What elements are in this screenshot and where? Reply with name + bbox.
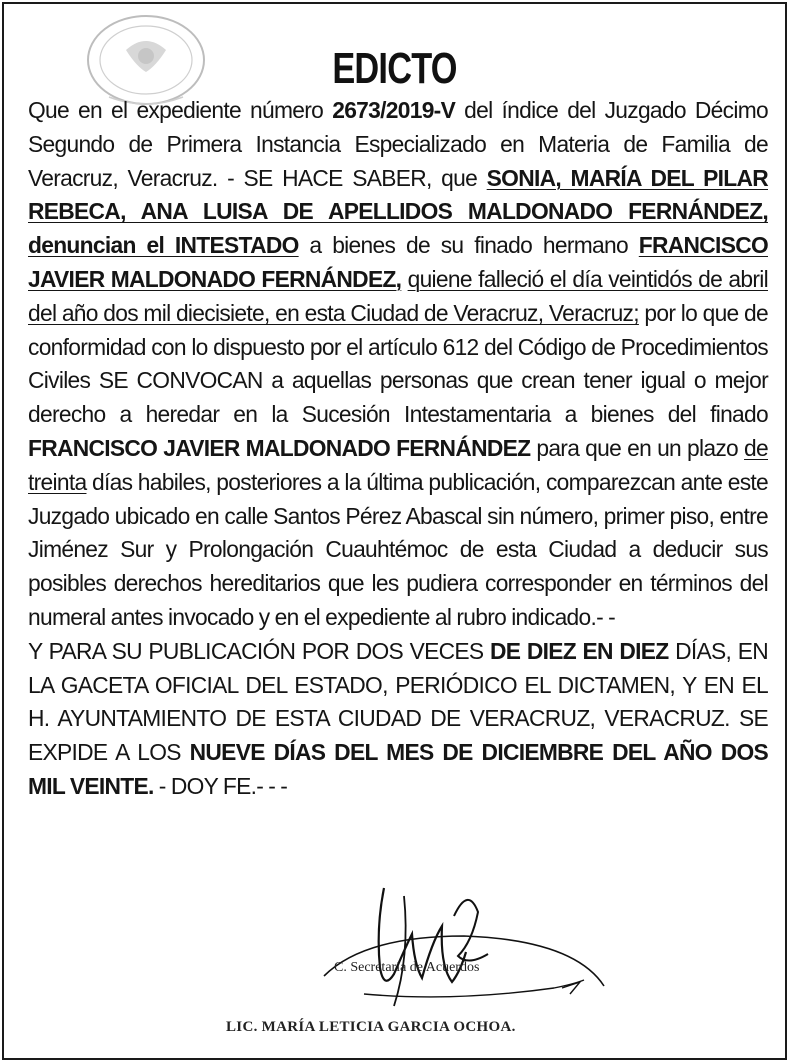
publication-frequency: DE DIEZ EN DIEZ [489, 637, 669, 664]
document-title: EDICTO [332, 44, 457, 93]
signer-name: LIC. MARÍA LETICIA GARCIA OCHOA. [226, 1019, 516, 1035]
case-number: 2673/2019-V [332, 97, 456, 123]
edict-paragraph-2: Y PARA SU PUBLICACIÓN POR DOS VECES DE DIEZ EN DIEZ DÍAS, EN LA GACETA OFICIAL DEL ESTADO, PERIÓDICO EL DICTAMEN, Y EN EL H. AYUNTAMIENTO DE ESTA CIUDAD DE VERACRUZ, VERACRUZ. SE EXPIDE A LOS NUEVE DÍAS DEL MES DE DICIEMBRE DEL AÑO DOS MIL VEINTE. - DOY FE.- - - [28, 637, 768, 799]
deceased-name: FRANCISCO JAVIER MALDONADO FERNÁNDEZ, [28, 232, 768, 292]
issue-date: NUEVE DÍAS DEL MES DE DICIEMBRE DEL AÑO DOS MIL VEINTE. [28, 739, 768, 799]
term-days: de treinta [28, 434, 768, 495]
edict-frame [2, 2, 787, 1060]
handwritten-signature [304, 876, 614, 1026]
edict-body [28, 94, 768, 804]
deceased-name-repeat: FRANCISCO JAVIER MALDONADO FERNÁNDEZ [28, 434, 531, 461]
signer-title: C. Secretaria de Acuerdos [334, 960, 480, 975]
death-clause: quiene falleció el día veintidós de abril del año dos mil diecisiete, en esta Ciudad de Veracruz, Veracruz; [28, 265, 768, 326]
edict-paragraph-1: Que en el expediente número 2673/2019-V del índice del Juzgado Décimo Segundo de Primera Instancia Especializado en Materia de Familia de Veracruz, Veracruz. - SE HACE SABER, que SONIA, MARÍA DEL PILAR REBECA, ANA LUISA DE APELLIDOS MALDONADO FERNÁNDEZ, denuncian el INTESTADO a bienes de su finado hermano FRANCISCO JAVIER MALDONADO FERNÁNDEZ, quiene falleció el día veintidós de abril del año dos mil diecisiete, en esta Ciudad de Veracruz, Veracruz; por lo que de conformidad con lo dispuesto por el artículo 612 del Código de Procedimientos Civiles SE CONVOCAN a aquellas personas que crean tener igual o mejor derecho a heredar en la Sucesión Intestamentaria a bienes del finado FRANCISCO JAVIER MALDONADO FERNÁNDEZ para que en un plazo de treinta días habiles, posteriores a la última publicación, comparezcan ante este Juzgado ubicado en calle Santos Pérez Abascal sin número, primer piso, entre Jiménez Sur y Prolongación Cuauhtémoc de esta Ciudad a deducir sus posibles derechos hereditarios que les pudiera corresponder en términos del numeral antes invocado y en el expediente al rubro indicado.- - [28, 97, 768, 630]
claimants: SONIA, MARÍA DEL PILAR REBECA, ANA LUISA DE APELLIDOS MALDONADO FERNÁNDEZ, denuncian el INTESTADO [28, 164, 768, 259]
